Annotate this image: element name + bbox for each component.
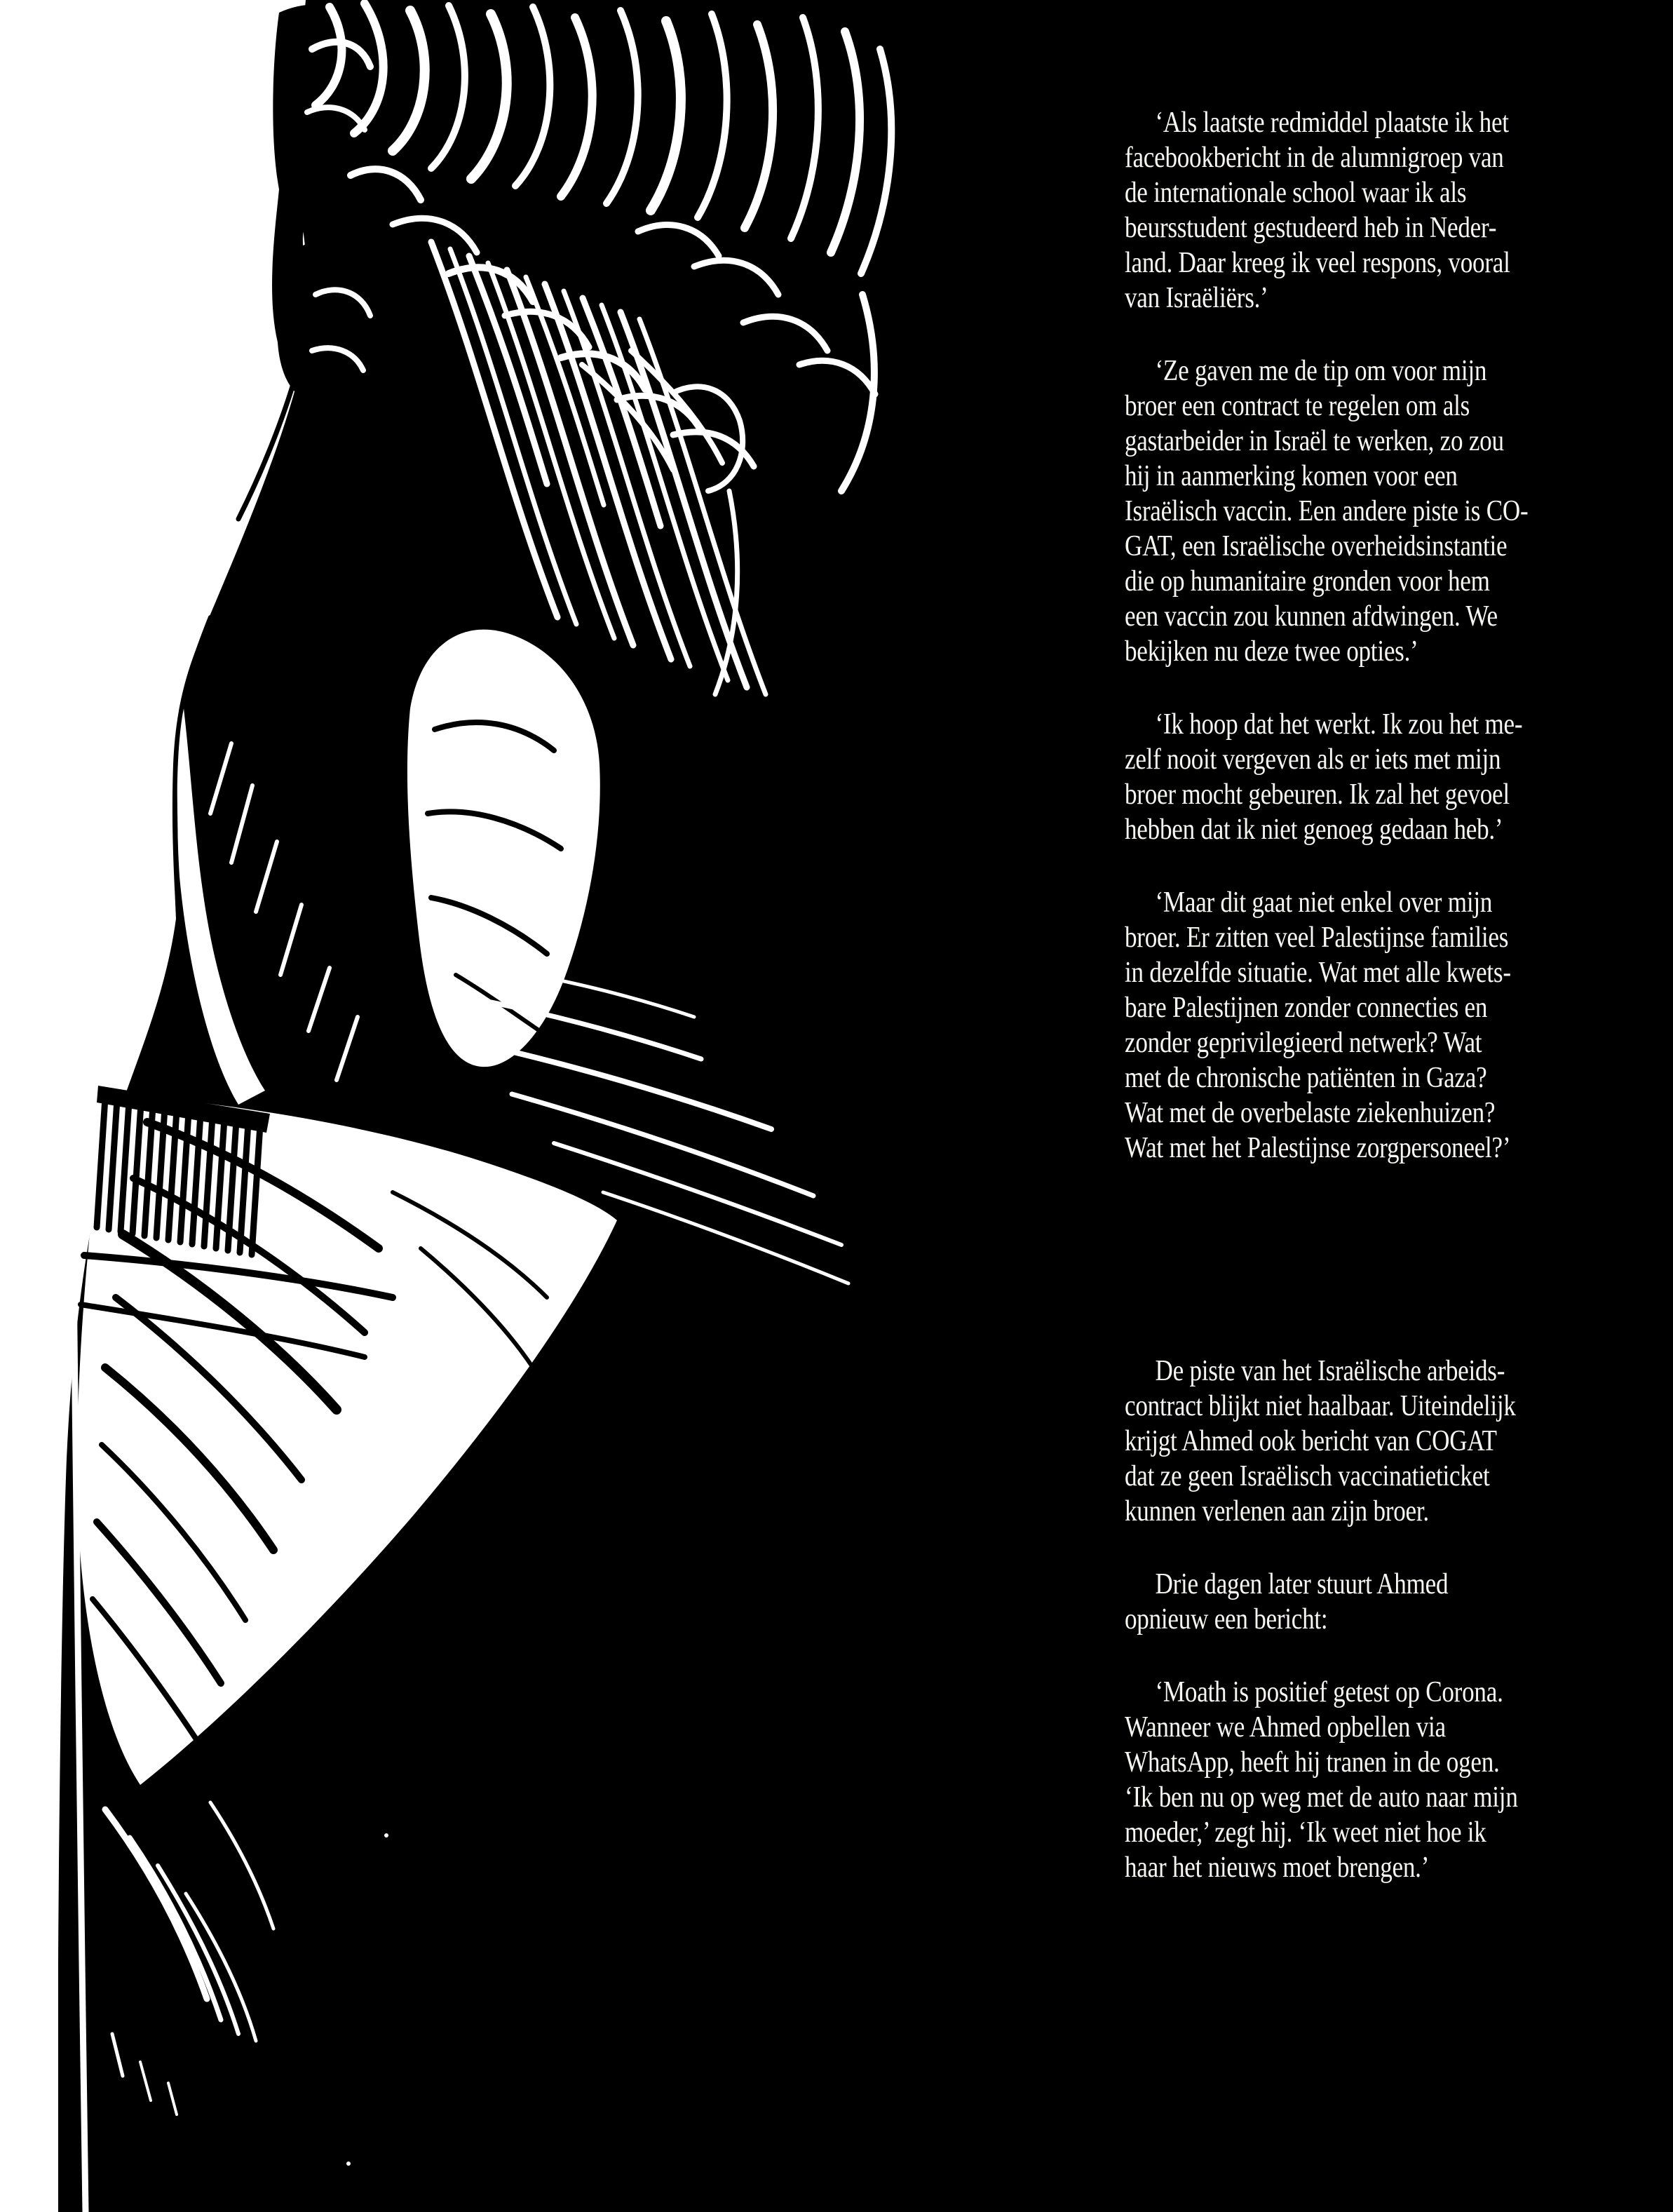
text-line: hij in aanmerking komen voor een	[1125, 460, 1458, 492]
text-line: beursstudent gestudeerd heb in Neder-	[1125, 212, 1497, 244]
text-line: Wat met het Palestijnse zorgpersoneel?’	[1125, 1132, 1511, 1164]
text-line: een vaccin zou kunnen afdwingen. We	[1125, 600, 1498, 633]
text-line: Wat met de overbelaste ziekenhuizen?	[1125, 1097, 1496, 1129]
text-line: broer een contract te regelen om als	[1125, 390, 1470, 422]
paragraph	[1125, 353, 1562, 669]
text-line: haar het nieuws moet brengen.’	[1125, 1852, 1430, 1884]
text-line: land. Daar kreeg ik veel respons, vooral	[1125, 247, 1510, 279]
text-line: facebookbericht in de alumnigroep van	[1125, 142, 1504, 174]
text-line: bare Palestijnen zonder connecties en	[1125, 992, 1488, 1024]
text-line: Wanneer we Ahmed opbellen via	[1125, 1711, 1446, 1744]
paragraph	[1125, 105, 1562, 316]
paragraph	[1125, 1567, 1562, 1637]
text-line: ‘Moath is positief getest op Corona.	[1155, 1676, 1503, 1708]
text-line: ‘Ik ben nu op weg met de auto naar mijn	[1125, 1781, 1518, 1814]
text-line: krijgt Ahmed ook bericht van COGAT	[1125, 1425, 1497, 1457]
text-line: van Israëliërs.’	[1125, 282, 1268, 314]
article-text	[1125, 105, 1562, 1885]
text-line: ‘Maar dit gaat niet enkel over mijn	[1155, 886, 1493, 919]
text-line: ‘Als laatste redmiddel plaatste ik het	[1155, 107, 1509, 139]
paragraph	[1125, 707, 1562, 847]
text-line: broer mocht gebeuren. Ik zal het gevoel	[1125, 778, 1510, 811]
text-line: die op humanitaire gronden voor hem	[1125, 565, 1490, 598]
text-line: zonder geprivilegieerd netwerk? Wat	[1125, 1027, 1482, 1059]
text-line: hebben dat ik niet genoeg gedaan heb.’	[1125, 814, 1503, 846]
text-line: Israëlisch vaccin. Een andere piste is CO-	[1125, 495, 1529, 527]
text-line: moeder,’ zegt hij. ‘Ik weet niet hoe ik	[1125, 1816, 1486, 1849]
text-line: in dezelfde situatie. Wat met alle kwets-	[1125, 957, 1511, 989]
paragraph	[1125, 1675, 1562, 1885]
text-line: contract blijkt niet haalbaar. Uiteindelijk	[1125, 1390, 1516, 1422]
paragraph	[1125, 1354, 1562, 1529]
text-line: broer. Er zitten veel Palestijnse families	[1125, 922, 1509, 954]
text-line: WhatsApp, heeft hij tranen in de ogen.	[1125, 1746, 1500, 1779]
text-line: de internationale school waar ik als	[1125, 177, 1467, 209]
text-line: opnieuw een bericht:	[1125, 1603, 1328, 1636]
paragraph	[1125, 885, 1562, 1166]
text-line: GAT, een Israëlische overheidsinstantie	[1125, 530, 1508, 562]
text-line: kunnen verlenen aan zijn broer.	[1125, 1495, 1429, 1528]
text-line: ‘Ze gaven me de tip om voor mijn	[1155, 355, 1487, 387]
text-line: zelf nooit vergeven als er iets met mijn	[1125, 743, 1501, 776]
text-line: Drie dagen later stuurt Ahmed	[1155, 1568, 1449, 1600]
text-line: gastarbeider in Israël te werken, zo zou	[1125, 425, 1504, 457]
text-line: bekijken nu deze twee opties.’	[1125, 635, 1418, 668]
text-line: met de chronische patiënten in Gaza?	[1125, 1062, 1487, 1094]
text-line: dat ze geen Israëlisch vaccinatieticket	[1125, 1460, 1490, 1492]
text-line: ‘Ik hoop dat het werkt. Ik zou het me-	[1155, 708, 1523, 741]
text-line: De piste van het Israëlische arbeids-	[1155, 1355, 1505, 1387]
